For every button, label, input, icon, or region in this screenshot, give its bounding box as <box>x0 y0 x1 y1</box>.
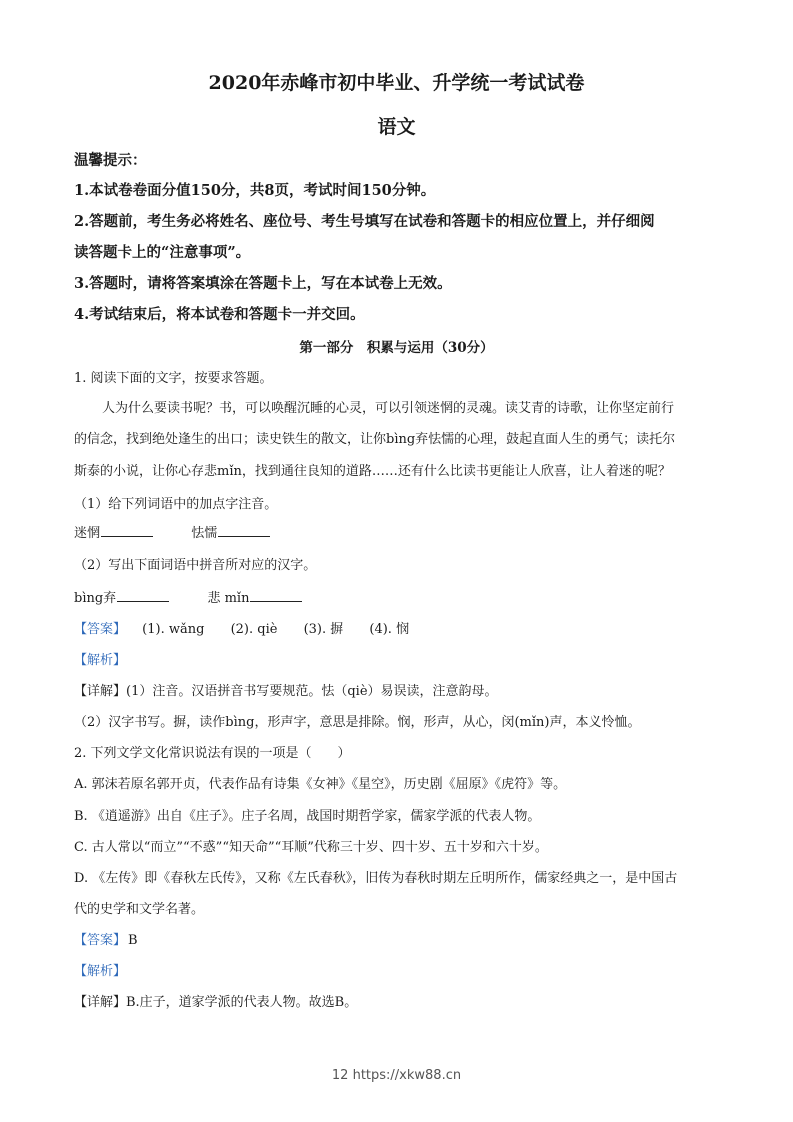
q2-detail: 【详解】B.庄子，道家学派的代表人物。故选B。 <box>74 995 358 1010</box>
q2-option-a: A. 郭沫若原名郭开贞，代表作品有诗集《女神》《星空》，历史剧《屈原》《虎符》等。 <box>74 777 567 792</box>
q2-analysis-tag <box>74 963 138 981</box>
analysis-tag: 【解析】 <box>74 964 127 979</box>
q2-option-c: C. 古人常以“而立”“不惑”“知天命”“耳顺”代称三十岁、四十岁、五十岁和六十岁。 <box>74 840 548 855</box>
page-footer: 12 https://xkw88.cn <box>331 1068 462 1083</box>
q2-answer-line <box>74 932 138 950</box>
q2-option-b: B. 《逍遥游》出自《庄子》。庄子名周，战国时期哲学家，儒家学派的代表人物。 <box>74 809 541 824</box>
section-heading: 第一部分 积累与运用（30分） <box>299 340 494 356</box>
q1-sub1-blanks <box>74 524 270 543</box>
q1-stem: 1. 阅读下面的文字，按要求答题。 <box>74 371 273 386</box>
tip-item-4: 4.考试结束后，将本试卷和答题卡一并交回。 <box>74 306 365 323</box>
answer-tag: 【答案】 <box>74 622 127 637</box>
q1-detail-2: （2）汉字书写。摒，读作bìng，形声字，意思是排除。悯，形声，从心，闵(mǐn)声，本义怜恤。 <box>74 715 641 730</box>
answer-item: (3). 摒 <box>303 622 344 637</box>
word-qie-nuo: 怯懦 <box>191 526 218 541</box>
word-bei-min: 悲 mǐn <box>207 591 250 606</box>
answer-blank <box>117 589 169 602</box>
q2-option-d: D. 《左传》即《春秋左氏传》，又称《左氏春秋》，旧传为春秋时期左丘明所作，儒家经典之一，是中国古 <box>74 871 678 886</box>
word-mi-wang: 迷惘 <box>74 526 101 541</box>
q1-sub2: （2）写出下面词语中拼音所对应的汉字。 <box>74 558 317 573</box>
subject-title: 语文 <box>377 116 416 138</box>
answer-blank <box>250 589 302 602</box>
answer-item: (1). wǎng <box>142 622 205 637</box>
analysis-tag: 【解析】 <box>74 653 127 668</box>
tip-item-3: 3.答题时，请将答案填涂在答题卡上，写在本试卷上无效。 <box>74 275 452 292</box>
q1-answer-line <box>74 621 431 639</box>
answer-item: (2). qiè <box>230 622 278 637</box>
q1-passage-line-3: 斯泰的小说，让你心存悲mǐn，找到通往良知的道路……还有什么比读书更能让人欣喜，让人着迷的呢？ <box>74 464 671 479</box>
answer-value: B <box>128 933 138 948</box>
tips-heading: 温馨提示： <box>74 152 147 169</box>
answer-blank <box>101 524 153 537</box>
answer-item: (4). 悯 <box>369 622 410 637</box>
answer-tag: 【答案】 <box>74 933 127 948</box>
q1-sub2-blanks <box>74 589 302 608</box>
tip-item-1: 1.本试卷卷面分值150分，共8页，考试时间150分钟。 <box>74 182 436 199</box>
q2-option-d-cont: 代的史学和文学名著。 <box>74 902 205 917</box>
q1-detail-1: 【详解】(1）注音。汉语拼音书写要规范。怯（qiè）易误读，注意韵母。 <box>74 684 498 699</box>
page-title: 2020年赤峰市初中毕业、升学统一考试试卷 <box>208 72 585 94</box>
q1-passage-line-2: 的信念，找到绝处逢生的出口；读史铁生的散文，让你bìng弃怯懦的心理，鼓起直面人生的勇气；读托尔 <box>74 432 676 447</box>
q1-analysis-tag <box>74 652 138 670</box>
tip-item-2: 2.答题前，考生务必将姓名、座位号、考生号填写在试卷和答题卡的相应位置上，并仔细阅 <box>74 213 655 230</box>
q1-sub1: （1）给下列词语中的加点字注音。 <box>74 497 278 512</box>
word-bing-qi: bìng弃 <box>74 591 117 606</box>
q2-stem: 2. 下列文学文化常识说法有误的一项是（ ） <box>74 746 351 761</box>
tip-item-2-cont: 读答题卡上的“注意事项”。 <box>74 244 251 261</box>
answer-blank <box>218 524 270 537</box>
q1-passage-line-1: 人为什么要读书呢？书，可以唤醒沉睡的心灵，可以引领迷惘的灵魂。读艾青的诗歌，让你坚定前行 <box>102 401 675 416</box>
